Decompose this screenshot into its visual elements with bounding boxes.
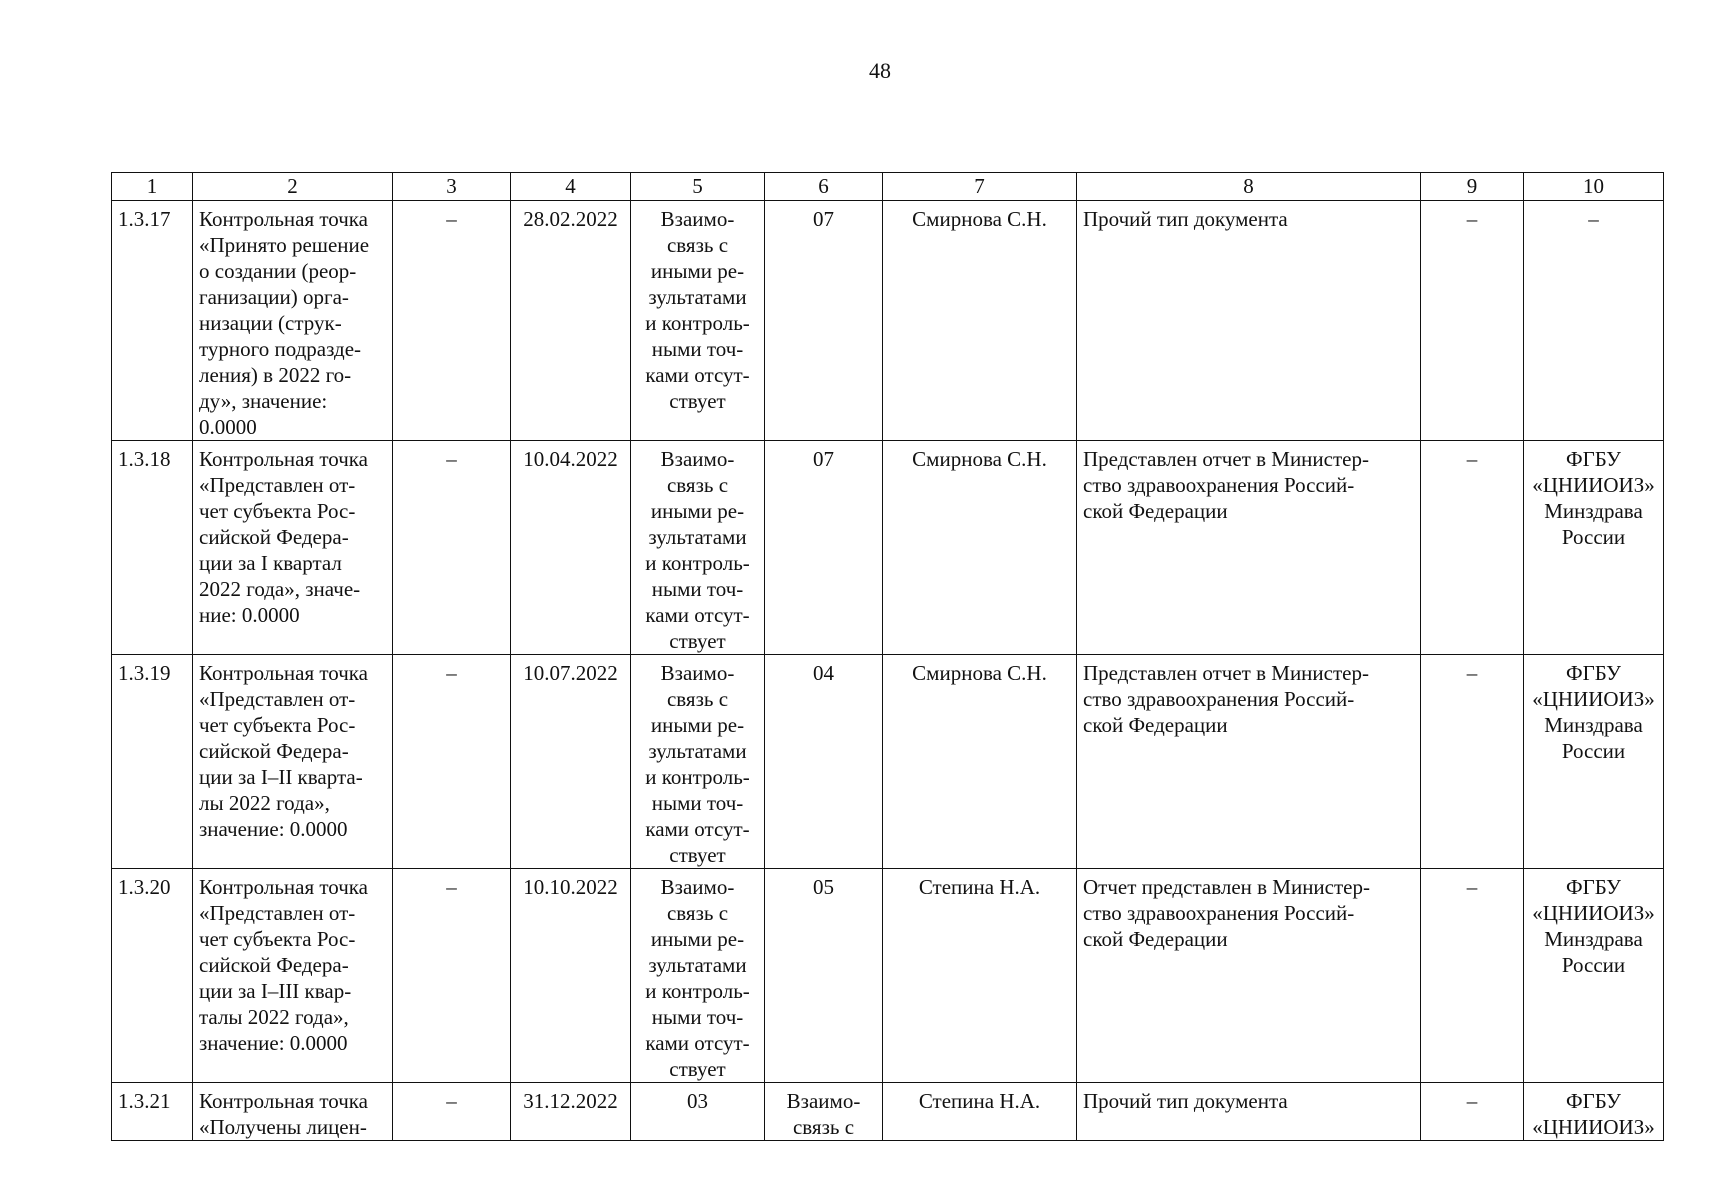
- cell-line: «ЦНИИОИЗ»: [1532, 1115, 1655, 1139]
- column-header: 10: [1524, 173, 1664, 201]
- cell-line: ство здравоохранения Россий-: [1083, 687, 1355, 711]
- cell-line: –: [1588, 207, 1599, 231]
- cell-line: ции за I–II кварта-: [199, 765, 363, 789]
- cell-line: чет субъекта Рос-: [199, 499, 356, 523]
- cell-line: Взаимо-: [660, 661, 735, 685]
- cell-line: связь с: [666, 473, 729, 497]
- responsible-person: Смирнова С.Н.: [883, 201, 1077, 441]
- column-header: 4: [511, 173, 631, 201]
- cell-line: ками отсут-: [645, 817, 750, 841]
- cell-line: Отчет представлен в Министер-: [1083, 875, 1370, 899]
- relationship: [631, 441, 765, 655]
- cell-line: ствует: [669, 843, 726, 867]
- responsible-person: Смирнова С.Н.: [883, 655, 1077, 869]
- table-body: [112, 201, 1664, 1141]
- cell-line: ками отсут-: [645, 1031, 750, 1055]
- start-date: –: [393, 1083, 511, 1141]
- end-date: 10.10.2022: [511, 869, 631, 1083]
- cell-line: чет субъекта Рос-: [199, 713, 356, 737]
- cell-line: России: [1561, 953, 1626, 977]
- cell-line: «Представлен от-: [199, 901, 356, 925]
- cell-line: зультатами: [648, 739, 747, 763]
- cell-line: ции за I квартал: [199, 551, 342, 575]
- row-number: 1.3.21: [112, 1083, 193, 1141]
- measure-name: [193, 655, 393, 869]
- col-9-value: –: [1421, 1083, 1524, 1141]
- measure-name: [193, 869, 393, 1083]
- col-9-value: –: [1421, 869, 1524, 1083]
- cell-line: связь с: [666, 687, 729, 711]
- cell-line: Прочий тип документа: [1083, 1089, 1288, 1113]
- column-header: 3: [393, 173, 511, 201]
- responsible-person: Смирнова С.Н.: [883, 441, 1077, 655]
- cell-line: о создании (реор-: [199, 259, 357, 283]
- cell-line: ции за I–III квар-: [199, 979, 352, 1003]
- column-header: 2: [193, 173, 393, 201]
- cell-line: ской Федерации: [1083, 499, 1228, 523]
- organization: [1524, 1083, 1664, 1141]
- cell-line: и контроль-: [645, 311, 750, 335]
- cell-line: Контрольная точка: [199, 447, 369, 471]
- end-date: 31.12.2022: [511, 1083, 631, 1141]
- cell-line: ками отсут-: [645, 363, 750, 387]
- cell-line: низации (струк-: [199, 311, 342, 335]
- cell-line: Контрольная точка: [199, 875, 369, 899]
- cell-line: ской Федерации: [1083, 927, 1228, 951]
- cell-line: ФГБУ: [1566, 875, 1621, 899]
- cell-line: ствует: [669, 629, 726, 653]
- row-number: 1.3.18: [112, 441, 193, 655]
- cell-line: лы 2022 года»,: [199, 791, 330, 815]
- cell-line: турного подразде-: [199, 337, 362, 361]
- cell-line: ду», значение:: [199, 389, 328, 413]
- cell-line: 2022 года», значе-: [199, 577, 361, 601]
- cell-line: талы 2022 года»,: [199, 1005, 349, 1029]
- cell-line: 03: [687, 1089, 708, 1113]
- cell-line: связь с: [666, 233, 729, 257]
- cell-line: Представлен отчет в Министер-: [1083, 447, 1369, 471]
- cell-line: ФГБУ: [1566, 447, 1621, 471]
- cell-line: Взаимо-: [660, 207, 735, 231]
- cell-line: 0.0000: [199, 415, 257, 439]
- cell-line: и контроль-: [645, 551, 750, 575]
- row-number: 1.3.19: [112, 655, 193, 869]
- cell-line: иными ре-: [650, 713, 745, 737]
- end-date: 10.04.2022: [511, 441, 631, 655]
- cell-line: ство здравоохранения Россий-: [1083, 473, 1355, 497]
- cell-line: ными точ-: [651, 791, 744, 815]
- cell-line: «ЦНИИОИЗ»: [1532, 473, 1655, 497]
- cell-line: иными ре-: [650, 927, 745, 951]
- cell-line: Представлен отчет в Министер-: [1083, 661, 1369, 685]
- cell-line: Минздрава: [1544, 499, 1643, 523]
- cell-line: Минздрава: [1544, 927, 1643, 951]
- cell-line: «ЦНИИОИЗ»: [1532, 901, 1655, 925]
- cell-line: ганизации) орга-: [199, 285, 349, 309]
- cell-line: связь с: [666, 901, 729, 925]
- table-row: [112, 201, 1664, 441]
- responsible-person: Степина Н.А.: [883, 1083, 1077, 1141]
- cell-line: ными точ-: [651, 1005, 744, 1029]
- cell-line: иными ре-: [650, 499, 745, 523]
- code: 04: [765, 655, 883, 869]
- col-9-value: –: [1421, 655, 1524, 869]
- cell-line: «Принято решение: [199, 233, 370, 257]
- cell-line: «Представлен от-: [199, 473, 356, 497]
- relationship: [631, 655, 765, 869]
- cell-line: иными ре-: [650, 259, 745, 283]
- organization: [1524, 201, 1664, 441]
- result-document: [1077, 655, 1421, 869]
- cell-line: ФГБУ: [1566, 1089, 1621, 1113]
- cell-line: ления) в 2022 го-: [199, 363, 352, 387]
- column-header: 7: [883, 173, 1077, 201]
- cell-line: ние: 0.0000: [199, 603, 300, 627]
- row-number: 1.3.20: [112, 869, 193, 1083]
- cell-line: сийской Федера-: [199, 739, 349, 763]
- table-row: [112, 655, 1664, 869]
- cell-line: ствует: [669, 1057, 726, 1081]
- responsible-person: Степина Н.А.: [883, 869, 1077, 1083]
- cell-line: зультатами: [648, 953, 747, 977]
- cell-line: ство здравоохранения Россий-: [1083, 901, 1355, 925]
- page-number: 48: [869, 58, 891, 83]
- cell-line: ской Федерации: [1083, 713, 1228, 737]
- cell-line: Контрольная точка: [199, 207, 369, 231]
- cell-line: зультатами: [648, 525, 747, 549]
- end-date: 10.07.2022: [511, 655, 631, 869]
- table-row: [112, 441, 1664, 655]
- column-header: 6: [765, 173, 883, 201]
- result-document: [1077, 201, 1421, 441]
- result-document: [1077, 441, 1421, 655]
- row-number: 1.3.17: [112, 201, 193, 441]
- cell-line: ФГБУ: [1566, 661, 1621, 685]
- col-9-value: –: [1421, 441, 1524, 655]
- relationship: [631, 201, 765, 441]
- organization: [1524, 869, 1664, 1083]
- cell-line: ными точ-: [651, 337, 744, 361]
- cell-line: Минздрава: [1544, 713, 1643, 737]
- start-date: –: [393, 201, 511, 441]
- relationship: [631, 1083, 765, 1141]
- cell-line: сийской Федера-: [199, 953, 349, 977]
- start-date: –: [393, 655, 511, 869]
- code: Взаимо- связь с: [765, 1083, 883, 1141]
- cell-line: чет субъекта Рос-: [199, 927, 356, 951]
- code: 05: [765, 869, 883, 1083]
- end-date: 28.02.2022: [511, 201, 631, 441]
- column-header: 8: [1077, 173, 1421, 201]
- plan-table: [111, 172, 1664, 1141]
- cell-line: России: [1561, 739, 1626, 763]
- result-document: [1077, 869, 1421, 1083]
- cell-line: «ЦНИИОИЗ»: [1532, 687, 1655, 711]
- cell-line: ками отсут-: [645, 603, 750, 627]
- table-row: [112, 869, 1664, 1083]
- column-header: 1: [112, 173, 193, 201]
- relationship: [631, 869, 765, 1083]
- cell-line: России: [1561, 525, 1626, 549]
- result-document: [1077, 1083, 1421, 1141]
- cell-line: значение: 0.0000: [199, 1031, 348, 1055]
- column-header: 9: [1421, 173, 1524, 201]
- cell-line: Контрольная точка: [199, 1089, 369, 1113]
- start-date: –: [393, 869, 511, 1083]
- measure-name: [193, 1083, 393, 1141]
- code: 07: [765, 201, 883, 441]
- cell-line: Прочий тип документа: [1083, 207, 1288, 231]
- table-row: [112, 1083, 1664, 1141]
- cell-line: «Получены лицен-: [199, 1115, 367, 1139]
- cell-line: сийской Федера-: [199, 525, 349, 549]
- code: 07: [765, 441, 883, 655]
- col-9-value: –: [1421, 201, 1524, 441]
- cell-line: Взаимо-: [660, 447, 735, 471]
- cell-line: ствует: [669, 389, 726, 413]
- cell-line: и контроль-: [645, 979, 750, 1003]
- cell-line: значение: 0.0000: [199, 817, 348, 841]
- cell-line: Взаимо-: [660, 875, 735, 899]
- cell-line: и контроль-: [645, 765, 750, 789]
- cell-line: Контрольная точка: [199, 661, 369, 685]
- cell-line: ными точ-: [651, 577, 744, 601]
- organization: [1524, 441, 1664, 655]
- measure-name: [193, 201, 393, 441]
- start-date: –: [393, 441, 511, 655]
- cell-line: «Представлен от-: [199, 687, 356, 711]
- measure-name: [193, 441, 393, 655]
- organization: [1524, 655, 1664, 869]
- header-row: [112, 173, 1664, 201]
- cell-line: зультатами: [648, 285, 747, 309]
- column-header: 5: [631, 173, 765, 201]
